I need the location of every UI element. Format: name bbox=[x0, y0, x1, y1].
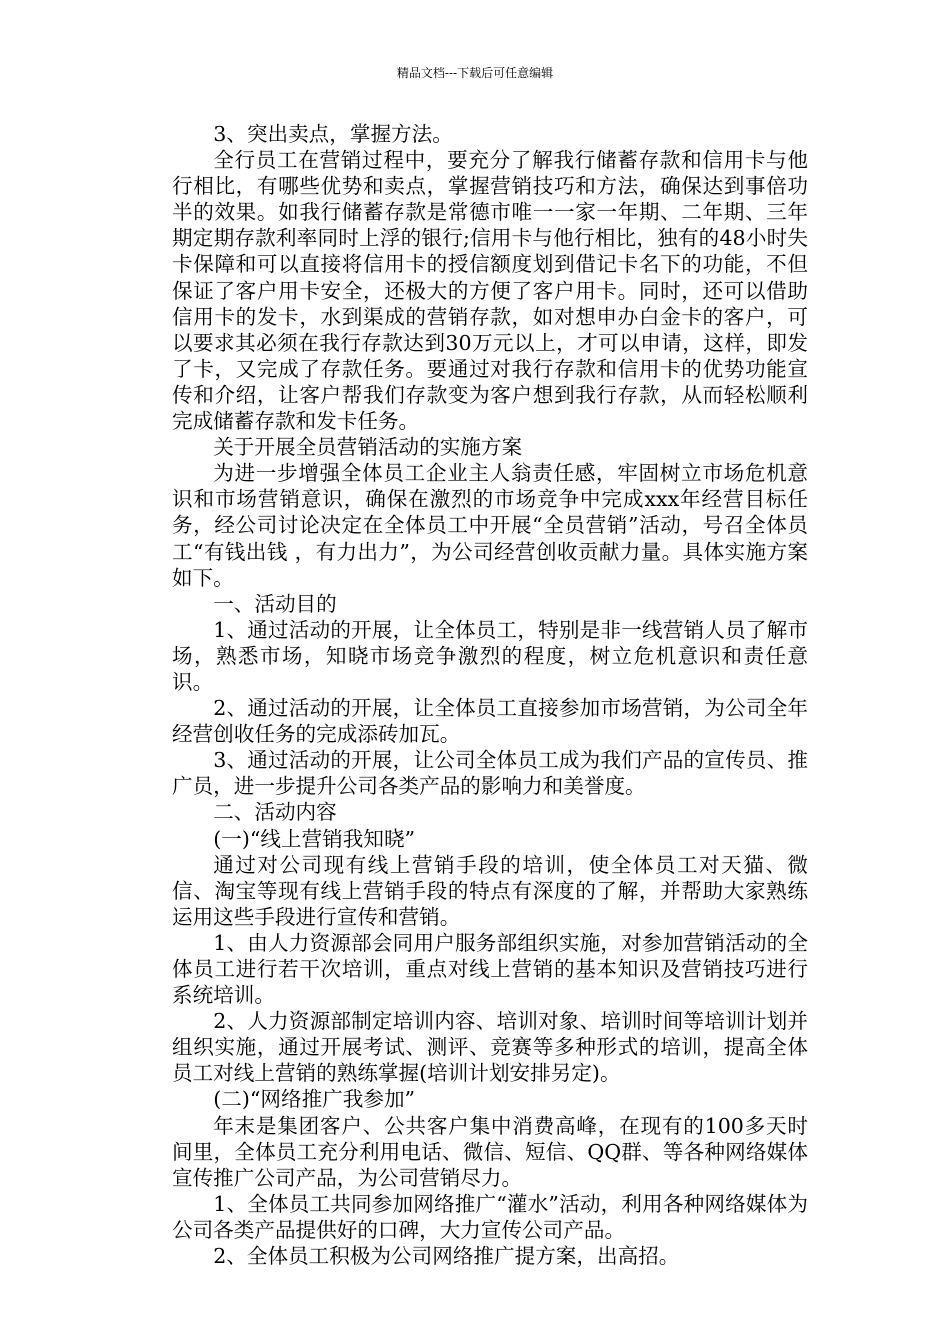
document-title: 关于开展全员营销活动的实施方案 bbox=[213, 435, 523, 460]
list-item: 1、由人力资源部会同用户服务部组织实施，对参加营销活动的全体员工进行若干次培训，重点对线上营销的基本知识及营销技巧进行系统培训。 bbox=[172, 930, 808, 1008]
body-paragraph: 全行员工在营销过程中，要充分了解我行储蓄存款和信用卡与他行相比，有哪些优势和卖点，掌握营销技巧和方法，确保达到事倍功半的效果。如我行储蓄存款是常德市唯一一家一年期、二年期、三年期定期存款利率同时上浮的银行;信用卡与他行相比，独有的48小时失卡保障和可以直接将信用卡的授信额度划到借记卡名下的功能，不但保证了客户用卡安全，还极大的方便了客户用卡。同时，还可以借助信用卡的发卡，水到渠成的营销存款，如对想申办白金卡的客户，可以要求其必须在我行存款达到30万元以上，才可以申请，这样，即发了卡，又完成了存款任务。要通过对我行存款和信用卡的优势功能宣传和介绍，让客户帮我们存款变为客户想到我行存款，从而轻松顺利完成储蓄存款和发卡任务。 bbox=[172, 148, 808, 434]
body-paragraph: 通过对公司现有线上营销手段的培训，使全体员工对天猫、微信、淘宝等现有线上营销手段的特点有深度的了解，并帮助大家熟练运用这些手段进行宣传和营销。 bbox=[172, 852, 808, 929]
section-heading-purpose: 一、活动目的 bbox=[213, 591, 337, 616]
list-item: 2、人力资源部制定培训内容、培训对象、培训时间等培训计划并组织实施，通过开展考试、测评、竞赛等多种形式的培训，提高全体员工对线上营销的熟练掌握(培训计划安排另定)。 bbox=[172, 1009, 808, 1086]
section-heading-content: 二、活动内容 bbox=[213, 800, 337, 825]
list-item: 3、通过活动的开展，让公司全体员工成为我们产品的宣传员、推广员，进一步提升公司各类产品的影响力和美誉度。 bbox=[172, 748, 808, 799]
list-item: 2、全体员工积极为公司网络推广提方案，出高招。 bbox=[213, 1244, 680, 1269]
document-body bbox=[172, 121, 808, 1269]
section-heading-selling-points: 3、突出卖点，掌握方法。 bbox=[213, 122, 453, 146]
list-item: 1、通过活动的开展，让全体员工，特别是非一线营销人员了解市场，熟悉市场，知晓市场竞争激烈的程度，树立危机意识和责任意识。 bbox=[172, 617, 808, 694]
subsection-heading-online: (一)“线上营销我知晓” bbox=[213, 826, 416, 851]
body-paragraph: 为进一步增强全体员工企业主人翁责任感，牢固树立市场危机意识和市场营销意识，确保在激烈的市场竞争中完成xxx年经营目标任务，经公司讨论决定在全体员工中开展“全员营销”活动，号召全体员工“有钱出钱 ，有力出力”，为公司经营创收贡献力量。具体实施方案如下。 bbox=[172, 461, 808, 590]
page-header: 精品文档---下载后可任意编辑 bbox=[396, 66, 554, 80]
list-item: 1、全体员工共同参加网络推广“灌水”活动，利用各种网络媒体为公司各类产品提供好的口碑，大力宣传公司产品。 bbox=[172, 1191, 808, 1242]
list-item: 2、通过活动的开展，让全体员工直接参加市场营销，为公司全年经营创收任务的完成添砖加瓦。 bbox=[172, 696, 808, 747]
body-paragraph: 年末是集团客户、公共客户集中消费高峰，在现有的100多天时间里，全体员工充分利用电话、微信、短信、QQ群、等各种网络媒体宣传推广公司产品，为公司营销尽力。 bbox=[172, 1113, 808, 1190]
subsection-heading-network: (二)“网络推广我参加” bbox=[213, 1087, 416, 1112]
